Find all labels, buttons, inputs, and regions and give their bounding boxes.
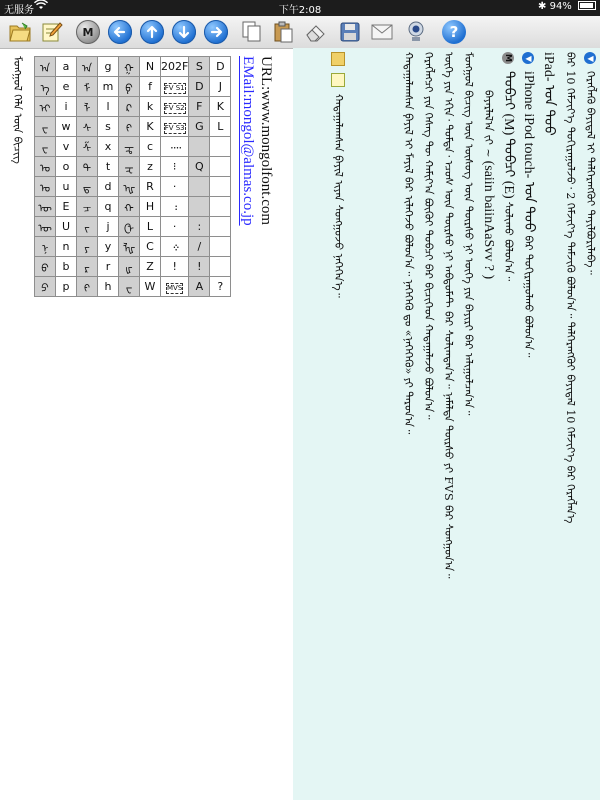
m-bullet-icon: M: [502, 52, 514, 64]
keyboard-key[interactable]: [210, 157, 231, 177]
keyboard-key[interactable]: p: [56, 277, 77, 297]
keyboard-key[interactable]: z: [140, 157, 161, 177]
keyboard-key[interactable]: K: [210, 97, 231, 117]
keyboard-key[interactable]: ᠶ: [77, 237, 98, 257]
keyboard-key[interactable]: Q: [189, 157, 210, 177]
keyboard-key[interactable]: b: [56, 257, 77, 277]
keyboard-key[interactable]: 202F: [161, 57, 189, 77]
keyboard-key[interactable]: ᠫ: [35, 277, 56, 297]
webcam-icon[interactable]: [404, 20, 428, 44]
keyboard-key[interactable]: y: [98, 237, 119, 257]
content-col-3-prefix: iPhone iPod touch- ᠤᠨ ᠳᠤᠤ: [521, 71, 536, 233]
mail-icon[interactable]: [370, 20, 394, 44]
arrow-down-icon[interactable]: [172, 20, 196, 44]
keyboard-key[interactable]: J: [210, 77, 231, 97]
keyboard-key[interactable]: l: [98, 97, 119, 117]
keyboard-key[interactable]: [210, 237, 231, 257]
keyboard-key[interactable]: ᡀ: [119, 237, 140, 257]
keyboard-key[interactable]: /: [189, 237, 210, 257]
keyboard-table: [34, 56, 231, 297]
content-col-6-text: ᠮᠣᠩᠭᠣᠯ ᠪᠢᠴᠢᠭ ᠦᠨ ᠦᠰᠦᠭ ᠦᠨ ᠳᠦᠷᠰᠦ ᠨᠢ ᠦᠭᠡ ᠶᠢᠨ ᠪᠠᠶᠢᠷᠢ ᠪᠠᠷ ᠠᠯᠢᠭᠤᠯᠴᠠᠨ᠎ᠠ᠃: [462, 52, 475, 416]
content-col-4-text: ᠰᠣᠯᠢᠬᠤ ᠪᠣᠯᠤᠨ᠎ᠠ᠃: [502, 201, 515, 282]
keyboard-key[interactable]: ᠻ: [77, 277, 98, 297]
keyboard-key[interactable]: G: [189, 117, 210, 137]
save-icon[interactable]: [338, 20, 362, 44]
keyboard-key[interactable]: [210, 257, 231, 277]
keyboard-key[interactable]: ᡁ: [119, 257, 140, 277]
keyboard-key[interactable]: [189, 177, 210, 197]
keyboard-key[interactable]: ᠼ: [119, 137, 140, 157]
keyboard-key[interactable]: w: [56, 117, 77, 137]
content-col-8-text: ᠬᠡᠷᠡᠭᠯᠡᠭᠴᠢ ᠶᠢᠨ ᠬᠡᠰᠡᠭ ᠲᠦ ᠬᠠᠮᠢᠶ᠎ᠠ ᠪᠦᠬᠦᠢ ᠲᠣᠪᠴᠢ ᠪᠠᠷ ᠪᠢᠴᠢᠭᠡᠳ ᠬᠠᠳᠠᠭᠠᠯᠠᠵᠤ ᠪᠣᠯᠤᠨ᠎ᠠ᠃: [422, 52, 435, 420]
keyboard-key[interactable]: ᠻ: [119, 117, 140, 137]
keyboard-key[interactable]: i: [56, 97, 77, 117]
keyboard-key[interactable]: x: [98, 137, 119, 157]
keyboard-key[interactable]: U: [56, 217, 77, 237]
keyboard-key[interactable]: ᠿ: [119, 217, 140, 237]
keyboard-key[interactable]: ᠽ: [119, 157, 140, 177]
keyboard-row: [35, 77, 231, 97]
battery-percent: 94%: [549, 1, 572, 12]
keyboard-key[interactable]: ᠭ: [119, 57, 140, 77]
keyboard-key[interactable]: ᠾ: [119, 177, 140, 197]
keyboard-key[interactable]: s: [98, 117, 119, 137]
arrow-right-icon[interactable]: [204, 20, 228, 44]
keyboard-key[interactable]: L: [210, 117, 231, 137]
keyboard-key[interactable]: ᠹ: [119, 77, 140, 97]
status-bar: [0, 0, 600, 16]
content-col-9-text: ᠬᠠᠳᠠᠭᠠᠯᠠᠭᠰᠠᠨ ᠹᠠᠶᠢᠯ ᠢ ᠮᠡᠶᠢᠯ ᠪᠠᠷ ᠢᠯᠡᠭᠡᠵᠦ ᠪᠣᠯᠤᠨ᠎ᠠ᠃ ᠨᠡᠭᠡᠭᠡᠬᠦ ᠳᠤ «ᠨᠡᠭᠡᠭᠡᠬᠦ» ᠶᠢ ᠳᠠᠷᠤᠨ᠎ᠠ᠃: [402, 52, 415, 435]
folder-bullet-icon: [331, 52, 345, 66]
content-col-11: [330, 52, 346, 298]
arrow-bullet-icon: ◀: [524, 53, 533, 63]
keyboard-key[interactable]: W: [140, 277, 161, 297]
content-col-6: [480, 90, 496, 279]
keyboard-key[interactable]: [189, 137, 210, 157]
keyboard-key[interactable]: ᠅: [161, 237, 189, 257]
keyboard-key[interactable]: ᠸ: [35, 137, 56, 157]
arrow-left-icon[interactable]: [108, 20, 132, 44]
keyboard-key[interactable]: m: [98, 77, 119, 97]
keyboard-key[interactable]: ⁝: [161, 157, 189, 177]
keyboard-key[interactable]: ᠸ: [35, 117, 56, 137]
keyboard-key[interactable]: ᠡ: [35, 77, 56, 97]
keyboard-key[interactable]: ?: [210, 277, 231, 297]
keyboard-key[interactable]: ᠁: [161, 137, 189, 157]
keyboard-key[interactable]: f: [140, 77, 161, 97]
m-mode-label: M: [82, 25, 94, 39]
keyboard-key[interactable]: q: [98, 197, 119, 217]
content-col-9: [420, 52, 436, 419]
keyboard-key[interactable]: ᠢ: [35, 97, 56, 117]
keyboard-key[interactable]: :: [189, 217, 210, 237]
edit-note-icon[interactable]: [40, 20, 64, 44]
keyboard-row: [35, 117, 231, 137]
email-link[interactable]: EMail:mongol@almas.co.jp: [240, 56, 256, 226]
keyboard-key[interactable]: ᠠ: [77, 57, 98, 77]
keyboard-key[interactable]: ᠯ: [77, 97, 98, 117]
content-col-2-prefix: iPad- ᠤᠨ ᠳᠤᠤ: [541, 52, 556, 136]
keyboard-key[interactable]: L: [140, 217, 161, 237]
keyboard-key[interactable]: A: [189, 277, 210, 297]
content-col-4: [520, 52, 536, 357]
content-col-2: [562, 52, 578, 523]
keyboard-key[interactable]: [210, 137, 231, 157]
keyboard-key[interactable]: ᠺ: [119, 97, 140, 117]
keyboard-key[interactable]: t: [98, 157, 119, 177]
keyboard-key[interactable]: !: [189, 257, 210, 277]
content-col-4-prefix: ᠲᠣᠪᠴᠢ (M): [501, 71, 516, 136]
keyboard-key[interactable]: [161, 97, 189, 117]
keyboard-row: [35, 257, 231, 277]
content-col-1: [582, 52, 598, 275]
keyboard-key[interactable]: ·: [161, 217, 189, 237]
keyboard-key[interactable]: ᠬ: [119, 197, 140, 217]
variant-selector-label: FV S1: [164, 83, 185, 92]
keyboard-key[interactable]: !: [161, 257, 189, 277]
keyboard-row: [35, 197, 231, 217]
battery-indicator: [538, 1, 596, 12]
carrier-label: 无服务: [4, 5, 34, 16]
content-col-2-text-b: ᠪᠠᠷ 10 ᠬᠡᠮᠵᠢᠶ᠎ᠡ ᠲᠣᠬᠢᠷᠠᠭᠤᠯᠵᠤ᠂ 2 ᠬᠡᠮᠵᠢᠶ᠎ᠡ ᠳᠡᠮᠵᠢᠬᠦ ᠪᠣᠯᠤᠨ᠎ᠠ᠃ ᠳᠡᠯᠭᠡᠷᠡᠩᠭᠦᠢ ᠪᠠᠶᠢᠳᠠᠯ 10 ᠬᠡᠮᠵᠢᠶ᠎ᠡ ᠪᠠᠷ ᠬᠡᠷᠡᠭᠯᠡᠨ᠎ᠡ: [564, 52, 577, 524]
m-mode-button[interactable]: [76, 20, 100, 44]
keyboard-key[interactable]: [161, 117, 189, 137]
note-bullet-icon: [331, 73, 345, 87]
keyboard-key[interactable]: ·: [161, 177, 189, 197]
keyboard-key[interactable]: ᠄: [161, 197, 189, 217]
keyboard-key[interactable]: [210, 197, 231, 217]
keyboard-key[interactable]: [161, 277, 189, 297]
keyboard-key[interactable]: ᠨ: [35, 237, 56, 257]
keyboard-key[interactable]: D: [210, 57, 231, 77]
content-col-1-text: ᠬᠡᠷᠡᠭᠯᠡᠬᠦ ᠪᠠᠶᠢᠳᠠᠯ ᠢ ᠳᠡᠯᠭᠡᠷᠡᠩᠭᠦᠢ ᠲᠠᠶᠢᠯᠪᠤᠷᠢᠯᠠᠪᠠ᠃: [584, 71, 597, 275]
keyboard-key[interactable]: [210, 177, 231, 197]
keyboard-key[interactable]: E: [56, 197, 77, 217]
paste-icon[interactable]: [272, 20, 296, 44]
keyboard-key[interactable]: n: [56, 237, 77, 257]
keyboard-key[interactable]: ᠸ: [119, 277, 140, 297]
keyboard-key[interactable]: ᠤ: [35, 177, 56, 197]
arrow-up-icon[interactable]: [140, 20, 164, 44]
content-col-10-text: ᠬᠠᠳᠠᠭᠠᠯᠠᠭᠰᠠᠨ ᠹᠠᠶᠢᠯ ᠢᠶᠠᠨ ᠰᠣᠩᠭᠣᠵᠤ ᠨᠡᠭᠡᠭᠡᠨ᠎ᠡ᠃: [332, 94, 345, 298]
help-label: ?: [449, 23, 459, 41]
keyboard-key[interactable]: k: [140, 97, 161, 117]
content-col-10: [400, 52, 416, 434]
keyboard-key[interactable]: N: [140, 57, 161, 77]
keyboard-key[interactable]: c: [140, 137, 161, 157]
keyboard-key[interactable]: ᠷ: [77, 257, 98, 277]
keyboard-key[interactable]: Z: [140, 257, 161, 277]
copy-icon[interactable]: [240, 20, 264, 44]
keyboard-key[interactable]: [189, 197, 210, 217]
mongol-keyboard-grid: [34, 56, 231, 297]
variant-selector-label: FV S2: [164, 103, 185, 112]
battery-icon: [578, 1, 596, 10]
keyboard-key[interactable]: H: [140, 197, 161, 217]
help-icon[interactable]: [442, 20, 466, 44]
keyboard-key[interactable]: e: [56, 77, 77, 97]
keyboard-key[interactable]: ᠱ: [77, 137, 98, 157]
content-col-5-text: (saiin baiinAaSvv ? ): [481, 160, 496, 280]
eraser-icon[interactable]: [304, 20, 328, 44]
open-folder-icon[interactable]: [8, 20, 32, 44]
keyboard-key[interactable]: d: [98, 177, 119, 197]
keyboard-key[interactable]: ᠮ: [77, 77, 98, 97]
toolbar: [0, 16, 600, 49]
keyboard-key[interactable]: D: [189, 77, 210, 97]
content-col-4-mid: ᠲᠣᠪᠴᠢ (E): [501, 138, 516, 199]
keyboard-key[interactable]: ᠳ: [77, 177, 98, 197]
keyboard-key[interactable]: ᠲ: [77, 157, 98, 177]
content-col-3-text: ᠪᠠᠷ ᠲᠣᠬᠢᠷᠠᠭᠤᠯᠬᠤ ᠪᠣᠯᠤᠨ᠎ᠠ᠃: [522, 235, 535, 358]
keyboard-key[interactable]: h: [98, 277, 119, 297]
keyboard-key[interactable]: v: [56, 137, 77, 157]
keyboard-key[interactable]: ᠪ: [35, 257, 56, 277]
keyboard-key[interactable]: g: [98, 57, 119, 77]
content-col-3: [540, 52, 556, 136]
left-caption: ᠮᠣᠩᠭᠣᠯ ᠬᠡᠯᠡ ᠦᠨ ᠪᠢᠴᠢᠭ: [11, 56, 24, 164]
keyboard-key[interactable]: r: [98, 257, 119, 277]
keyboard-key[interactable]: ᠵ: [77, 217, 98, 237]
keyboard-key[interactable]: C: [140, 237, 161, 257]
content-col-7-text: ᠦᠭᠡ ᠶᠢᠨ ᠡᠬᠢᠨ᠂ ᠳᠤᠮᠳᠠ᠂ ᠡᠴᠦᠰ ᠦᠨ ᠳᠦᠷᠰᠦ ᠨᠢ ᠠᠪᠲᠣᠮᠠᠲ ᠪᠠᠷ ᠰᠣᠯᠢᠭᠳᠠᠨ᠎ᠠ᠃ ᠨᠡᠮᠡᠯᠲᠡ ᠳᠦᠷᠰᠦ ᠶᠢ FVS ᠪᠠᠷ ᠰᠣᠩᠭᠣᠨ᠎ᠠ᠃: [442, 52, 455, 579]
keyboard-row: [35, 177, 231, 197]
content-col-5-prefix: ᠪᠠᠶᠠᠷᠯᠠᠯ᠎ᠠ ᠵᠢ ~: [482, 90, 495, 158]
content-col-7: [460, 52, 476, 415]
keyboard-key[interactable]: a: [56, 57, 77, 77]
keyboard-row: [35, 137, 231, 157]
keyboard-key[interactable]: ᠴ: [77, 197, 98, 217]
keyboard-key[interactable]: S: [189, 57, 210, 77]
keyboard-key[interactable]: [210, 217, 231, 237]
keyboard-key[interactable]: R: [140, 177, 161, 197]
keyboard-key[interactable]: ᠥ: [35, 197, 56, 217]
keyboard-row: [35, 277, 231, 297]
keyboard-key[interactable]: ᠦ: [35, 217, 56, 237]
arrow-bullet-icon: ◀: [586, 53, 595, 63]
url-text: URL:www.mongolfont.com: [258, 56, 274, 226]
variant-selector-label: FV S3: [164, 123, 185, 132]
keyboard-row: [35, 97, 231, 117]
keyboard-key[interactable]: ᠣ: [35, 157, 56, 177]
keyboard-key[interactable]: F: [189, 97, 210, 117]
keyboard-row: [35, 157, 231, 177]
keyboard-key[interactable]: K: [140, 117, 161, 137]
keyboard-key[interactable]: ᠠ: [35, 57, 56, 77]
keyboard-row: [35, 217, 231, 237]
keyboard-key[interactable]: [161, 77, 189, 97]
keyboard-row: [35, 57, 231, 77]
variant-selector-label: MVS: [167, 283, 183, 292]
content-col-8: [440, 52, 456, 578]
keyboard-key[interactable]: o: [56, 157, 77, 177]
content-col-5: [500, 52, 516, 281]
bluetooth-icon: ✱: [538, 1, 547, 12]
keyboard-key[interactable]: ᠰ: [77, 117, 98, 137]
clock-label: 下午2:08: [278, 5, 322, 16]
keyboard-key[interactable]: j: [98, 217, 119, 237]
keyboard-row: [35, 237, 231, 257]
keyboard-key[interactable]: u: [56, 177, 77, 197]
